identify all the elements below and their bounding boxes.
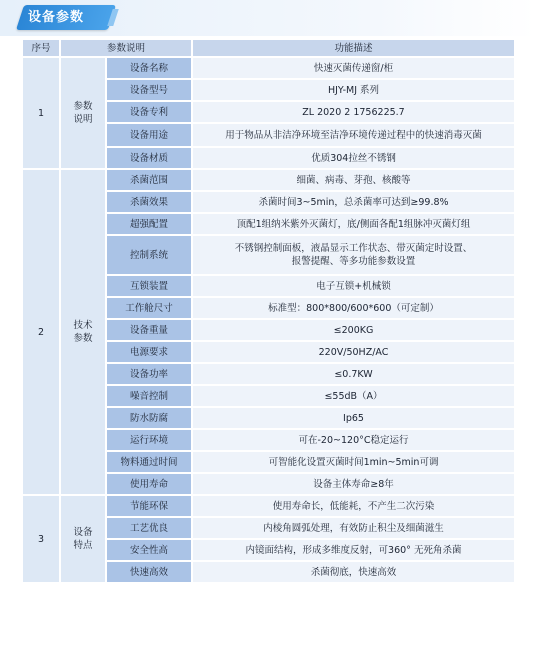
param-name: 使用寿命 (107, 474, 191, 494)
param-desc: Ip65 (193, 408, 514, 428)
param-name: 物料通过时间 (107, 452, 191, 472)
param-desc: 顶配1组纳米紫外灭菌灯，底/侧面各配1组脉冲灭菌灯组 (193, 214, 514, 234)
param-name: 设备名称 (107, 58, 191, 78)
param-desc: ≤55dB（A） (193, 386, 514, 406)
param-name: 杀菌范围 (107, 170, 191, 190)
param-name: 工作舱尺寸 (107, 298, 191, 318)
header-index: 序号 (23, 40, 59, 56)
param-desc: 不锈钢控制面板，液晶显示工作状态、带灭菌定时设置、 报警提醒、等多功能参数设置 (193, 236, 514, 274)
param-name: 节能环保 (107, 496, 191, 516)
group-index: 2 (23, 170, 59, 494)
param-desc: ≤200KG (193, 320, 514, 340)
param-desc: HJY-MJ 系列 (193, 80, 514, 100)
param-name: 杀菌效果 (107, 192, 191, 212)
param-desc: 优质304拉丝不锈钢 (193, 148, 514, 168)
spec-table (21, 38, 516, 584)
param-name: 设备用途 (107, 124, 191, 146)
param-name: 运行环境 (107, 430, 191, 450)
table-row (23, 170, 514, 190)
param-desc: ≤0.7KW (193, 364, 514, 384)
param-name: 设备型号 (107, 80, 191, 100)
param-name: 噪音控制 (107, 386, 191, 406)
param-desc: 内镜面结构，形成多维度反射，可360° 无死角杀菌 (193, 540, 514, 560)
param-desc: 可在-20~120°C稳定运行 (193, 430, 514, 450)
param-name: 防水防腐 (107, 408, 191, 428)
param-desc: 标准型：800*800/600*600（可定制） (193, 298, 514, 318)
param-name: 安全性高 (107, 540, 191, 560)
page-title: 设备参数 (28, 10, 85, 25)
param-name: 设备重量 (107, 320, 191, 340)
group-label: 设备 特点 (61, 496, 105, 582)
header-param: 参数说明 (61, 40, 191, 56)
group-label: 参数 说明 (61, 58, 105, 168)
param-desc: 用于物品从非洁净环境至洁净环境传递过程中的快速消毒灭菌 (193, 124, 514, 146)
param-name: 工艺优良 (107, 518, 191, 538)
param-desc: 快速灭菌传递窗/柜 (193, 58, 514, 78)
param-desc: 内棱角圆弧处理，有效防止积尘及细菌滋生 (193, 518, 514, 538)
param-desc: 使用寿命长，低能耗，不产生二次污染 (193, 496, 514, 516)
param-desc: 电子互锁+机械锁 (193, 276, 514, 296)
table-header-row (23, 40, 514, 56)
param-desc: ZL 2020 2 1756225.7 (193, 102, 514, 122)
header-desc: 功能描述 (193, 40, 514, 56)
param-name: 超强配置 (107, 214, 191, 234)
param-name: 设备功率 (107, 364, 191, 384)
table-row (23, 496, 514, 516)
param-name: 设备专利 (107, 102, 191, 122)
table-row (23, 58, 514, 78)
param-name: 电源要求 (107, 342, 191, 362)
param-name: 互锁装置 (107, 276, 191, 296)
param-desc: 细菌、病毒、芽孢、核酸等 (193, 170, 514, 190)
param-name: 控制系统 (107, 236, 191, 274)
param-name: 快速高效 (107, 562, 191, 582)
group-index: 1 (23, 58, 59, 168)
param-desc: 设备主体寿命≥8年 (193, 474, 514, 494)
param-desc: 220V/50HZ/AC (193, 342, 514, 362)
param-desc: 杀菌彻底，快速高效 (193, 562, 514, 582)
param-name: 设备材质 (107, 148, 191, 168)
param-desc: 可智能化设置灭菌时间1min~5min可调 (193, 452, 514, 472)
param-desc: 杀菌时间3~5min，总杀菌率可达到≥99.8% (193, 192, 514, 212)
group-label: 技术 参数 (61, 170, 105, 494)
group-index: 3 (23, 496, 59, 582)
